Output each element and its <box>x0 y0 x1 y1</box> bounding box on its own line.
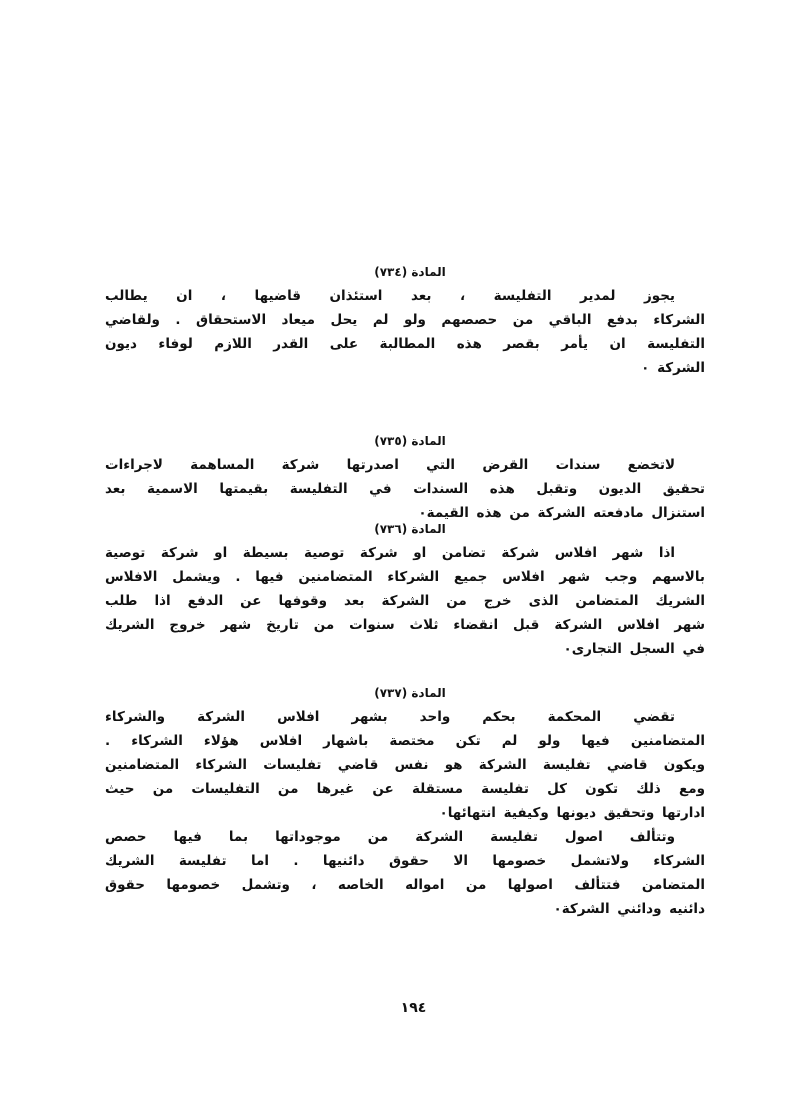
text-line: اذا شهر افلاس شركة تضامن او شركة توصية بسيطة او شركة توصية <box>105 545 675 561</box>
text-line: ويكون قاضي تفليسة الشركة هو نفس قاضي تفليسات الشركاء المتضامنين <box>105 757 705 773</box>
text-line: الشركاء بدفع الباقي من حصصهم ولو لم يحل ميعاد الاستحقاق . ولقاضي <box>105 312 705 328</box>
article-heading: المادة (٧٣٥) <box>374 434 446 448</box>
article-735 <box>105 429 705 525</box>
text-line: في السجل التجارى٠ <box>563 641 705 657</box>
text-line: استنزال مادفعته الشركة من هذه القيمة٠ <box>418 505 705 521</box>
text-line: ومع ذلك تكون كل تفليسة مستقلة عن غيرها من التفليسات من حيث <box>105 781 705 797</box>
text-line: بالاسهم وجب شهر افلاس جميع الشركاء المتضامنين فيها . ويشمل الافلاس <box>105 569 705 585</box>
text-line: المتضامن فتتألف اصولها من امواله الخاصه ، وتشمل خصومها حقوق <box>105 877 705 893</box>
article-734 <box>105 260 705 380</box>
text-line: الشركة ٠ <box>641 360 705 376</box>
article-heading: المادة (٧٣٤) <box>374 265 446 279</box>
article-736 <box>105 517 705 661</box>
text-line: التفليسة ان يأمر بقصر هذه المطالبة على القدر اللازم لوفاء ديون <box>105 336 705 352</box>
text-line: الشركاء ولاتشمل خصومها الا حقوق دائنيها . اما تفليسة الشريك <box>105 853 705 869</box>
text-line: المتضامنين فيها ولو لم تكن مختصة باشهار افلاس هؤلاء الشركاء . <box>105 733 705 749</box>
text-line: وتتألف اصول تفليسة الشركة من موجوداتها بما فيها حصص <box>105 829 675 845</box>
article-737 <box>105 681 705 921</box>
text-line: الشريك المتضامن الذى خرج من الشركة بعد وقوفها عن الدفع اذا طلب <box>105 593 705 609</box>
text-line: تقضي المحكمة بحكم واحد بشهر افلاس الشركة والشركاء <box>105 709 675 725</box>
text-line: تحقيق الديون وتقبل هذه السندات في التفليسة بقيمتها الاسمية بعد <box>105 481 705 497</box>
article-heading: المادة (٧٣٦) <box>374 522 446 536</box>
text-line: ادارتها وتحقيق ديونها وكيفية انتهائها٠ <box>439 805 705 821</box>
article-heading: المادة (٧٣٧) <box>374 686 446 700</box>
text-line: دائنيه ودائني الشركة٠ <box>553 901 705 917</box>
page-number: ١٩٤ <box>400 1000 427 1016</box>
text-line: لاتخضع سندات القرض التي اصدرتها شركة المساهمة لاجراءات <box>105 457 675 473</box>
text-line: يجوز لمدير التفليسة ، بعد استئذان قاضيها ، ان يطالب <box>105 288 675 304</box>
text-line: شهر افلاس الشركة قبل انقضاء ثلاث سنوات من تاريخ شهر خروج الشريك <box>105 617 705 633</box>
